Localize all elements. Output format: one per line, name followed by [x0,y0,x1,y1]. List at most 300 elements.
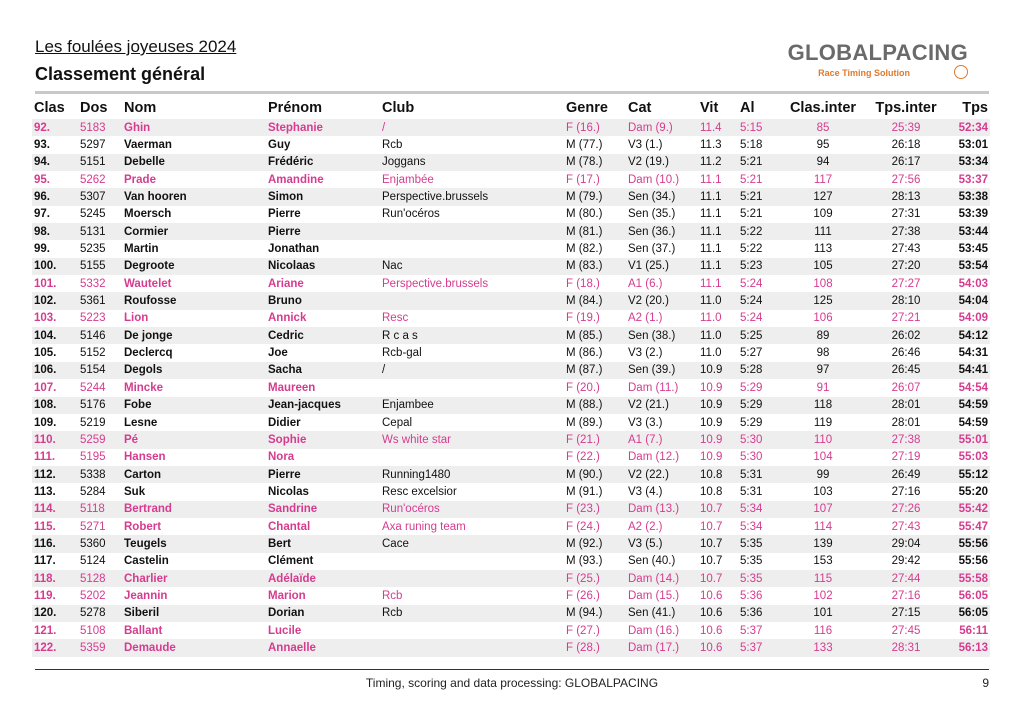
cell-vit: 11.2 [698,154,738,171]
cell-vit: 11.3 [700,139,722,152]
cell-tps: 53:37 [958,173,988,186]
cell-vit: 10.9 [700,416,723,429]
cell-dos: 5108 [80,624,106,637]
cell-dos: 5307 [78,188,122,205]
cell-dos: 5271 [80,520,106,533]
cell-vit: 11.0 [700,312,722,325]
cell-prenom: Nicolaas [266,258,380,275]
document-title: Les foulées joyeuses 2024 [35,37,237,56]
cell-vit: 10.9 [698,362,738,379]
cell-club: Rcb [382,589,403,602]
cell-nom: Siberil [122,605,266,622]
cell-vit: 10.9 [700,381,723,394]
cell-genre: F (26.) [566,589,600,602]
cell-tps: 55:56 [948,535,990,552]
cell-vit: 11.0 [698,292,738,309]
cell-tps-inter: 27:16 [891,589,921,602]
cell-nom: Fobe [122,397,266,414]
cell-vit: 10.6 [698,639,738,656]
table-row [32,379,990,396]
cell-genre: M (94.) [564,605,626,622]
cell-dos: 5284 [80,485,106,498]
cell-tps-inter: 27:20 [864,258,948,275]
cell-clas-inter: 110 [782,431,864,448]
cell-club: Running1480 [380,466,564,483]
cell-clas: 98. [32,223,78,240]
cell-clas-inter: 118 [782,397,864,414]
table-row [32,310,990,327]
cell-al: 5:24 [738,292,782,309]
cell-tps-inter: 28:10 [864,292,948,309]
cell-tps: 53:01 [958,139,988,152]
cell-club: Enjambée [382,173,434,186]
cell-clas-inter: 95 [816,139,830,152]
cell-prenom: Cedric [266,327,380,344]
table-header-row [32,97,990,119]
cell-vit: 10.8 [698,466,738,483]
cell-genre: M (83.) [564,258,626,275]
column-header-al: Al [740,100,755,116]
cell-prenom: Joe [268,347,288,360]
cell-prenom: Pierre [266,466,380,483]
table-row [32,188,990,205]
cell-club: Axa runing team [382,520,466,533]
cell-vit: 11.1 [700,277,722,290]
cell-genre: M (92.) [564,535,626,552]
cell-clas: 95. [34,173,50,186]
cell-nom: Vaerman [124,139,172,152]
cell-nom: Lion [124,312,149,325]
cell-club: Rcb-gal [382,347,422,360]
cell-dos: 5262 [80,173,106,186]
cell-tps: 53:45 [958,243,988,256]
logo-tagline: Race Timing Solution [818,68,910,78]
cell-dos: 5146 [78,327,122,344]
cell-tps-inter: 28:31 [864,639,948,656]
column-header-genre: Genre [566,100,608,116]
cell-dos: 5152 [80,347,106,360]
cell-genre: M (93.) [566,555,603,568]
cell-tps: 54:04 [948,292,990,309]
cell-tps-inter: 27:38 [864,431,948,448]
cell-prenom: Didier [268,416,301,429]
cell-nom: Bertrand [122,501,266,518]
table-row [32,553,990,570]
cell-cat: V3 (1.) [628,139,663,152]
cell-dos: 5361 [78,292,122,309]
cell-vit: 11.1 [700,173,722,186]
cell-cat: Dam (10.) [628,173,680,186]
cell-club [380,553,564,570]
cell-cat: V3 (3.) [628,416,663,429]
cell-nom: Debelle [122,154,266,171]
cell-al: 5:27 [740,347,763,360]
cell-cat: A2 (2.) [628,520,663,533]
cell-al: 5:18 [740,139,763,152]
cell-club [380,240,564,257]
cell-genre: F (16.) [564,119,626,136]
cell-al: 5:29 [740,416,763,429]
cell-clas: 111. [34,451,56,464]
cell-clas-inter: 104 [813,451,833,464]
results-table [32,97,990,657]
cell-nom: Roufosse [122,292,266,309]
cell-cat: V3 (5.) [626,535,698,552]
cell-nom: Ghin [122,119,266,136]
cell-cat: Dam (15.) [628,589,680,602]
cell-vit: 11.1 [700,243,722,256]
cell-dos: 5131 [78,223,122,240]
cell-tps-inter: 26:07 [891,381,921,394]
cell-tps-inter: 27:27 [891,277,921,290]
cell-tps: 56:11 [959,624,988,637]
table-row [32,327,990,344]
cell-tps: 54:09 [958,312,988,325]
cell-vit: 10.7 [700,555,723,568]
cell-al: 5:21 [740,173,763,186]
table-row [32,622,990,639]
cell-dos: 5154 [78,362,122,379]
cell-genre: M (85.) [564,327,626,344]
cell-prenom: Maureen [268,381,316,394]
cell-nom: Ballant [124,624,163,637]
cell-al: 5:35 [738,535,782,552]
cell-vit: 11.1 [698,223,738,240]
cell-dos: 5278 [78,605,122,622]
cell-clas-inter: 97 [782,362,864,379]
cell-genre: M (79.) [564,188,626,205]
cell-dos: 5195 [80,451,106,464]
cell-club: Resc excelsior [382,485,457,498]
cell-tps-inter: 26:45 [864,362,948,379]
cell-dos: 5360 [78,535,122,552]
cell-tps-inter: 26:49 [864,466,948,483]
cell-al: 5:28 [738,362,782,379]
cell-nom: Moersch [124,208,172,221]
cell-prenom: Nicolas [268,485,309,498]
cell-al: 5:36 [738,605,782,622]
cell-prenom: Bruno [266,292,380,309]
column-header-cat: Cat [628,100,652,116]
cell-dos: 5124 [80,555,106,568]
cell-prenom: Sacha [266,362,380,379]
cell-club [380,223,564,240]
cell-clas: 103. [34,312,57,325]
cell-clas: 106. [32,362,78,379]
column-header-nom: Nom [124,100,157,116]
cell-al: 5:21 [738,154,782,171]
cell-clas: 102. [32,292,78,309]
cell-club: Nac [380,258,564,275]
cell-tps-inter: 28:13 [864,188,948,205]
cell-dos: 5235 [80,243,106,256]
cell-genre: M (88.) [564,397,626,414]
cell-al: 5:30 [738,431,782,448]
cell-tps: 54:41 [948,362,990,379]
cell-dos: 5245 [80,208,106,221]
cell-cat: Sen (37.) [628,243,676,256]
cell-club: / [380,119,564,136]
cell-vit: 10.7 [698,570,738,587]
cell-tps: 53:44 [948,223,990,240]
cell-cat: Sen (39.) [626,362,698,379]
cell-clas-inter: 113 [813,243,833,256]
cell-genre: M (91.) [566,485,603,498]
cell-clas-inter: 114 [813,520,833,533]
cell-prenom: Pierre [266,223,380,240]
cell-genre: F (23.) [564,501,626,518]
cell-tps: 55:58 [948,570,990,587]
table-row [32,431,990,448]
cell-genre: M (86.) [566,347,603,360]
table-row [32,206,990,223]
cell-clas: 104. [32,327,78,344]
cell-dos: 5155 [78,258,122,275]
cell-clas-inter: 85 [782,119,864,136]
cell-dos: 5219 [80,416,106,429]
cell-al: 5:31 [738,466,782,483]
cell-cat: Dam (14.) [626,570,698,587]
cell-clas: 117. [34,555,56,568]
cell-genre: M (82.) [566,243,603,256]
cell-prenom: Frédéric [266,154,380,171]
cell-cat: Dam (16.) [628,624,680,637]
cell-clas-inter: 94 [782,154,864,171]
column-header-clas-inter: Clas.inter [789,100,857,116]
table-row [32,397,990,414]
cell-tps: 54:54 [958,381,988,394]
cell-cat: V2 (22.) [626,466,698,483]
cell-al: 5:34 [738,501,782,518]
cell-tps-inter: 29:42 [891,555,921,568]
cell-nom: Hansen [124,451,166,464]
cell-tps-inter: 27:38 [864,223,948,240]
cell-clas-inter: 117 [813,173,833,186]
cell-al: 5:35 [738,570,782,587]
cell-vit: 11.0 [700,347,722,360]
logo-mark-icon [954,65,968,79]
cell-vit: 11.1 [698,188,738,205]
cell-club: Rcb [382,139,403,152]
cell-clas-inter: 106 [813,312,833,325]
cell-cat: Dam (12.) [628,451,680,464]
table-row [32,136,990,153]
cell-tps: 53:54 [948,258,990,275]
cell-genre: F (28.) [564,639,626,656]
cell-nom: Degols [122,362,266,379]
cell-tps-inter: 27:15 [864,605,948,622]
cell-vit: 10.7 [698,501,738,518]
cell-dos: 5118 [78,501,122,518]
cell-clas-inter: 105 [782,258,864,275]
cell-tps-inter: 25:39 [864,119,948,136]
cell-cat: V2 (20.) [626,292,698,309]
cell-club: / [380,362,564,379]
cell-nom: Wautelet [124,277,172,290]
cell-nom: Prade [124,173,156,186]
cell-tps-inter: 27:43 [891,520,921,533]
cell-nom: Declercq [124,347,173,360]
cell-clas-inter: 99 [782,466,864,483]
cell-genre: F (17.) [566,173,600,186]
cell-clas-inter: 108 [813,277,833,290]
cell-clas: 97. [34,208,50,221]
cell-cat: V3 (2.) [628,347,663,360]
cell-al: 5:22 [740,243,763,256]
cell-cat: A2 (1.) [628,312,663,325]
cell-dos: 5183 [78,119,122,136]
cell-genre: M (89.) [566,416,603,429]
cell-cat: Dam (11.) [628,381,679,394]
cell-nom: Mincke [124,381,163,394]
column-header-club: Club [382,100,415,116]
cell-vit: 10.9 [698,397,738,414]
cell-vit: 11.1 [698,258,738,275]
cell-clas: 100. [32,258,78,275]
globalpacing-logo [788,40,968,78]
cell-tps-inter: 27:56 [891,173,921,186]
cell-prenom: Pierre [268,208,301,221]
cell-clas-inter: 109 [813,208,833,221]
cell-tps: 53:39 [958,208,988,221]
cell-prenom: Sophie [266,431,380,448]
cell-prenom: Guy [268,139,291,152]
cell-club: Perspective.brussels [380,188,564,205]
table-row [32,154,990,171]
cell-club: Rcb [380,605,564,622]
column-header-dos: Dos [80,100,108,116]
cell-tps-inter: 27:26 [864,501,948,518]
cell-dos: 5223 [80,312,106,325]
cell-clas: 94. [32,154,78,171]
cell-al: 5:29 [740,381,763,394]
cell-tps-inter: 27:21 [891,312,921,325]
cell-clas: 121. [34,624,57,637]
table-row [32,518,990,535]
cell-prenom: Jean-jacques [266,397,380,414]
cell-vit: 10.9 [698,431,738,448]
cell-clas-inter: 125 [782,292,864,309]
cell-al: 5:24 [740,277,763,290]
cell-al: 5:37 [740,624,763,637]
cell-cat: Sen (38.) [626,327,698,344]
table-row [32,292,990,309]
cell-prenom: Adélaïde [266,570,380,587]
cell-club [380,639,564,656]
cell-club [380,379,564,396]
cell-clas: 116. [32,535,78,552]
cell-prenom: Amandine [268,173,324,186]
cell-nom: Cormier [122,223,266,240]
cell-clas: 112. [32,466,78,483]
cell-cat: Dam (13.) [626,501,698,518]
cell-prenom: Stephanie [266,119,380,136]
cell-al: 5:23 [738,258,782,275]
cell-nom: De jonge [122,327,266,344]
cell-tps-inter: 27:16 [891,485,921,498]
cell-cat: Sen (35.) [628,208,676,221]
cell-tps-inter: 28:01 [891,416,921,429]
cell-genre: M (87.) [564,362,626,379]
table-row [32,466,990,483]
table-row [32,362,990,379]
cell-tps: 54:59 [948,397,990,414]
table-row [32,240,990,257]
cell-dos: 5244 [80,381,106,394]
cell-clas-inter: 153 [813,555,833,568]
cell-clas: 96. [32,188,78,205]
cell-club [380,292,564,309]
cell-prenom: Annaelle [266,639,380,656]
cell-al: 5:31 [740,485,763,498]
column-header-tps-inter: Tps.inter [875,100,937,116]
cell-tps: 52:34 [948,119,990,136]
cell-clas-inter: 133 [782,639,864,656]
cell-clas: 122. [32,639,78,656]
cell-nom: Martin [124,243,159,256]
cell-prenom: Jonathan [268,243,320,256]
cell-club: Perspective.brussels [382,277,489,290]
table-row [32,605,990,622]
cell-nom: Carton [122,466,266,483]
cell-al: 5:25 [738,327,782,344]
cell-genre: F (25.) [564,570,626,587]
cell-al: 5:37 [738,639,782,656]
cell-cat: Sen (36.) [626,223,698,240]
cell-tps-inter: 27:45 [891,624,921,637]
cell-tps-inter: 26:46 [891,347,921,360]
cell-tps-inter: 27:43 [891,243,921,256]
cell-al: 5:15 [738,119,782,136]
table-row [32,449,990,466]
cell-cat: V3 (4.) [628,485,663,498]
cell-cat: Dam (9.) [626,119,698,136]
cell-clas: 118. [32,570,78,587]
cell-genre: F (27.) [566,624,600,637]
cell-tps-inter: 26:18 [891,139,921,152]
cell-nom: Demaude [122,639,266,656]
cell-tps: 55:01 [948,431,990,448]
cell-genre: F (18.) [566,277,600,290]
cell-prenom: Lucile [268,624,302,637]
cell-nom: Van hooren [122,188,266,205]
table-row [32,535,990,552]
cell-al: 5:30 [740,451,763,464]
cell-clas: 119. [34,589,56,602]
table-row [32,501,990,518]
cell-clas-inter: 116 [813,624,833,637]
cell-dos: 5202 [80,589,106,602]
cell-clas: 108. [32,397,78,414]
cell-clas: 113. [34,485,56,498]
cell-al: 5:35 [740,555,763,568]
cell-vit: 10.7 [700,520,723,533]
table-row [32,587,990,604]
table-row [32,119,990,136]
column-header-clas: Clas [34,100,65,116]
cell-prenom: Marion [268,589,306,602]
cell-vit: 10.6 [698,605,738,622]
column-header-tps: Tps [962,100,988,116]
table-row [32,171,990,188]
cell-cat: Sen (40.) [628,555,676,568]
cell-club [380,449,564,466]
cell-tps-inter: 27:19 [891,451,921,464]
logo-name: GLOBALPACING [787,40,968,65]
cell-tps-inter: 26:02 [864,327,948,344]
table-row [32,223,990,240]
cell-club: Cace [380,535,564,552]
